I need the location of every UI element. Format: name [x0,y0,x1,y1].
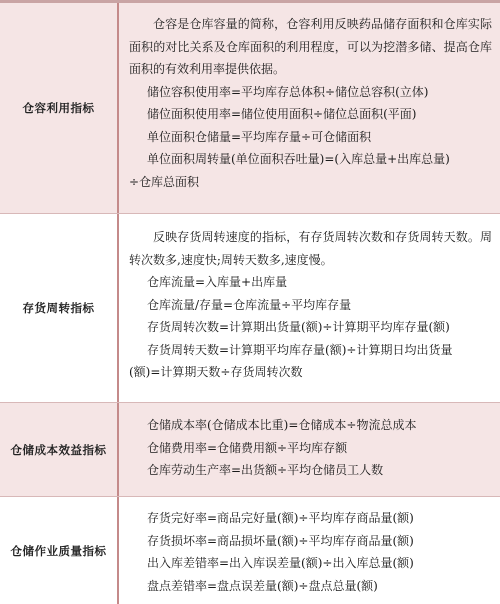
row-inventory-turnover [0,214,500,402]
row-content [119,497,500,604]
formula: 存货完好率=商品完好量(额)÷平均库存商品量(额) [147,511,414,525]
formula: 仓库流量=入库量+出库量 [147,275,288,289]
row-storage-utilization [0,3,500,213]
formula: 仓库流量/存量=仓库流量÷平均库存量 [147,297,352,312]
row-label: 仓储作业质量指标 [10,543,107,558]
row-content [119,214,500,402]
formula-wrapped [129,148,492,193]
description: 仓容是仓库容量的简称，仓容利用反映药品储存面积和仓库实际面积的对比关系及仓库面积的利用程度，可以为挖潜多储、提高仓库面积的有效利用率提供依据。 [129,17,492,76]
formula: 仓储费用率=仓储费用额÷平均库存额 [147,440,348,455]
description: 反映存货周转速度的指标，有存货周转次数和存货周转天数。周转次数多,速度快;周转天数多,速度慢。 [129,230,492,267]
row-content [119,3,500,213]
row-operation-quality [0,497,500,604]
row-label: 仓储成本效益指标 [10,442,107,457]
row-label: 仓容利用指标 [22,101,95,115]
row-content [119,403,500,496]
formula-wrapped [129,339,492,384]
formula: 盘点差错率=盘点误差量(额)÷盘点总量(额) [147,578,378,593]
formula: 存货损坏率=商品损坏量(额)÷平均库存商品量(额) [147,533,414,548]
formula: 单位面积仓储量=平均库存量÷可仓储面积 [147,129,372,144]
formula-first-line: 存货周转天数=计算期平均库存量(额)÷计算期日均出货量 [147,342,453,357]
formula-continuation: (额)=计算期天数÷存货周转次数 [129,365,303,379]
formula: 存货周转次数=计算期出货量(额)÷计算期平均库存量(额) [147,320,450,334]
row-label: 存货周转指标 [22,301,95,315]
formula: 储位容积使用率=平均库存总体积÷储位总容积(立体) [147,84,429,99]
formula: 仓库劳动生产率=出货额÷平均仓储员工人数 [147,463,384,477]
formula-first-line: 单位面积周转量(单位面积吞吐量)=(入库总量+出库总量) [147,152,450,166]
formula: 仓储成本率(仓储成本比重)=仓储成本÷物流总成本 [147,418,417,432]
row-cost-benefit [0,403,500,496]
formula: 储位面积使用率=储位使用面积÷储位总面积(平面) [147,107,417,121]
formula: 出入库差错率=出入库误差量(额)÷出入库总量(额) [147,556,414,570]
formula-continuation: ÷仓库总面积 [129,174,200,189]
